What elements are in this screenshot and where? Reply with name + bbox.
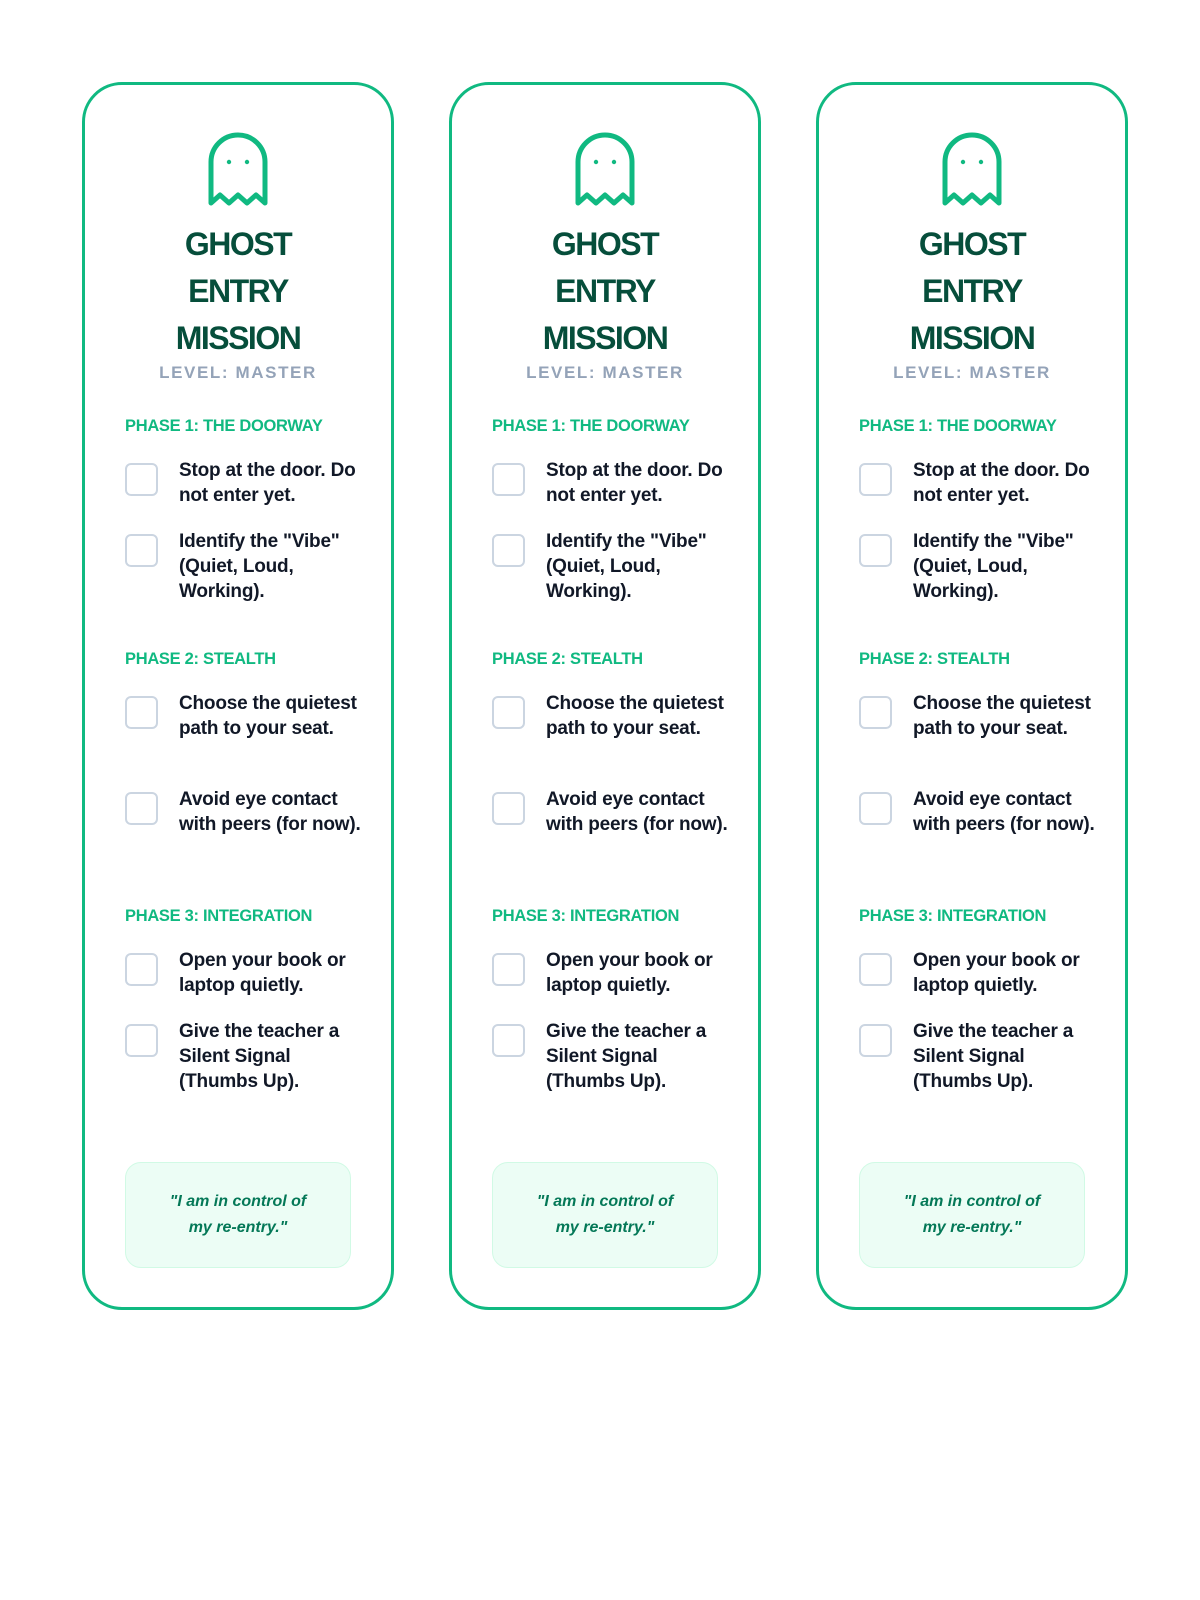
task-checkbox[interactable] [492, 792, 525, 825]
title-line: GHOST [184, 226, 292, 262]
ghost-icon [939, 129, 1005, 207]
level-label: LEVEL: MASTER [526, 363, 684, 382]
phase-heading: PHASE 2: STEALTH [492, 650, 643, 668]
task-checkbox[interactable] [125, 953, 158, 986]
affirmation-box [859, 1162, 1085, 1268]
task-item[interactable] [859, 789, 1099, 872]
task-item[interactable] [859, 531, 1099, 614]
title-line: MISSION [542, 320, 668, 356]
task-text: Avoid eye contact with peers (for now). [546, 789, 728, 835]
task-text: Identify the "Vibe" (Quiet, Loud, Working). [179, 531, 340, 602]
title-line: ENTRY [922, 273, 1022, 309]
task-text: Choose the quietest path to your seat. [179, 693, 357, 739]
task-checkbox[interactable] [859, 953, 892, 986]
task-text: Give the teacher a Silent Signal (Thumbs Up). [913, 1021, 1074, 1092]
task-text: Choose the quietest path to your seat. [546, 693, 724, 739]
task-text: Give the teacher a Silent Signal (Thumbs Up). [546, 1021, 707, 1092]
card-title [452, 221, 758, 362]
level-label: LEVEL: MASTER [159, 363, 317, 382]
affirmation-text: "I am in control of my re-entry." [169, 1193, 307, 1236]
title-line: ENTRY [555, 273, 655, 309]
task-text: Open your book or laptop quietly. [546, 950, 713, 996]
task-item[interactable] [125, 693, 365, 776]
task-item[interactable] [492, 789, 732, 872]
task-checkbox[interactable] [125, 534, 158, 567]
bookmark-card [816, 82, 1128, 1310]
title-line: MISSION [175, 320, 301, 356]
task-text: Open your book or laptop quietly. [179, 950, 346, 996]
task-text: Identify the "Vibe" (Quiet, Loud, Working). [913, 531, 1074, 602]
task-item[interactable] [492, 531, 732, 614]
task-checkbox[interactable] [125, 792, 158, 825]
task-item[interactable] [492, 693, 732, 776]
affirmation-text: "I am in control of my re-entry." [536, 1193, 674, 1236]
title-line: GHOST [918, 226, 1026, 262]
ghost-icon [205, 129, 271, 207]
phase-heading: PHASE 3: INTEGRATION [859, 907, 1047, 925]
task-text: Stop at the door. Do not enter yet. [913, 460, 1090, 506]
level-label: LEVEL: MASTER [893, 363, 1051, 382]
task-checkbox[interactable] [125, 696, 158, 729]
affirmation-box [125, 1162, 351, 1268]
task-text: Open your book or laptop quietly. [913, 950, 1080, 996]
task-item[interactable] [125, 789, 365, 872]
title-line: GHOST [551, 226, 659, 262]
task-text: Avoid eye contact with peers (for now). [179, 789, 361, 835]
task-checkbox[interactable] [492, 463, 525, 496]
task-checkbox[interactable] [492, 696, 525, 729]
bookmark-card [449, 82, 761, 1310]
affirmation-text: "I am in control of my re-entry." [903, 1193, 1041, 1236]
task-item[interactable] [859, 693, 1099, 776]
task-checkbox[interactable] [859, 696, 892, 729]
task-checkbox[interactable] [859, 534, 892, 567]
task-text: Stop at the door. Do not enter yet. [179, 460, 356, 506]
task-item[interactable] [125, 1021, 365, 1104]
title-line: ENTRY [188, 273, 288, 309]
phase-heading: PHASE 3: INTEGRATION [125, 907, 313, 925]
task-item[interactable] [492, 1021, 732, 1104]
task-checkbox[interactable] [859, 792, 892, 825]
phase-heading: PHASE 3: INTEGRATION [492, 907, 680, 925]
ghost-icon [572, 129, 638, 207]
title-line: MISSION [909, 320, 1035, 356]
task-checkbox[interactable] [859, 463, 892, 496]
task-text: Stop at the door. Do not enter yet. [546, 460, 723, 506]
card-title [85, 221, 391, 362]
task-item[interactable] [125, 531, 365, 614]
task-text: Avoid eye contact with peers (for now). [913, 789, 1095, 835]
phase-heading: PHASE 2: STEALTH [125, 650, 276, 668]
phase-heading: PHASE 1: THE DOORWAY [859, 417, 1057, 435]
phase-heading: PHASE 2: STEALTH [859, 650, 1010, 668]
task-checkbox[interactable] [492, 953, 525, 986]
task-item[interactable] [859, 1021, 1099, 1104]
task-checkbox[interactable] [125, 463, 158, 496]
task-checkbox[interactable] [492, 534, 525, 567]
task-text: Give the teacher a Silent Signal (Thumbs Up). [179, 1021, 340, 1092]
task-checkbox[interactable] [859, 1024, 892, 1057]
card-title [819, 221, 1125, 362]
task-checkbox[interactable] [492, 1024, 525, 1057]
phase-heading: PHASE 1: THE DOORWAY [125, 417, 323, 435]
task-checkbox[interactable] [125, 1024, 158, 1057]
task-text: Choose the quietest path to your seat. [913, 693, 1091, 739]
affirmation-box [492, 1162, 718, 1268]
phase-heading: PHASE 1: THE DOORWAY [492, 417, 690, 435]
task-text: Identify the "Vibe" (Quiet, Loud, Working). [546, 531, 707, 602]
bookmark-card [82, 82, 394, 1310]
